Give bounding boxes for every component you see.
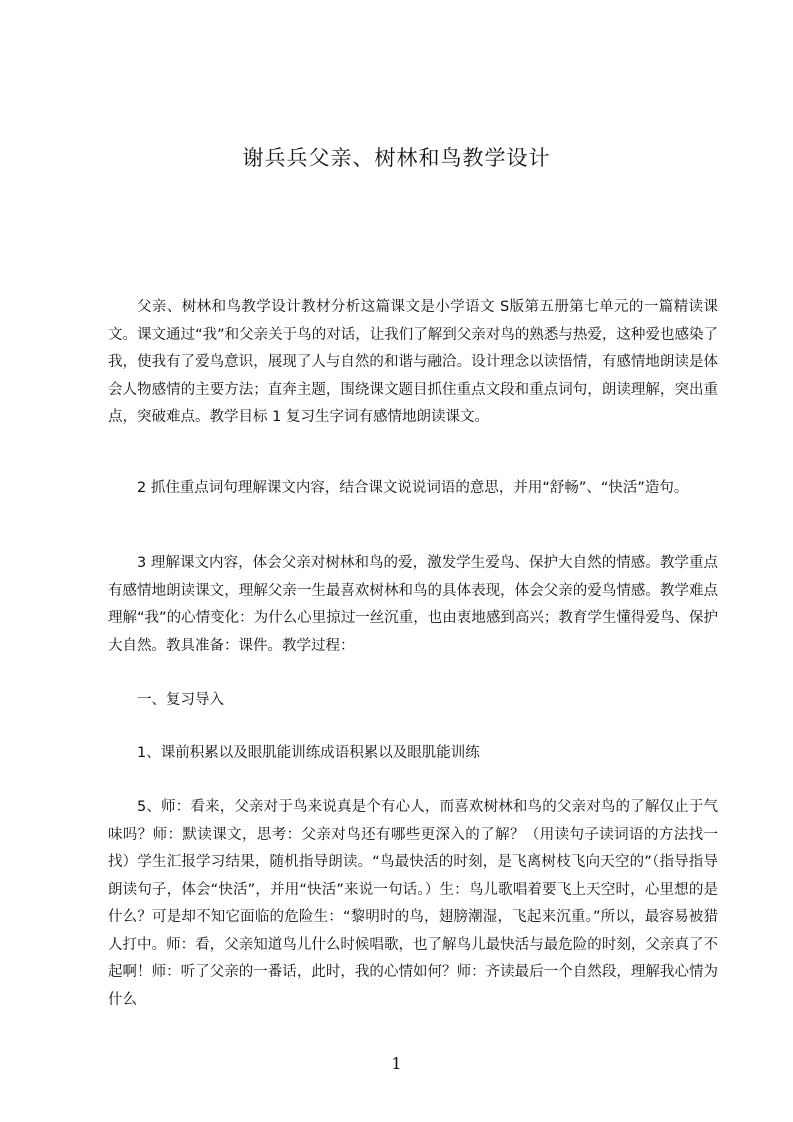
paragraph-goal-2: 2 抓住重点词句理解课文内容，结合课文说说词语的意思，并用“舒畅”、“快活”造句。 bbox=[137, 480, 689, 496]
page-number: 1 bbox=[391, 1054, 402, 1073]
paragraph-goal-3: 3 理解课文内容，体会父亲对树林和鸟的爱，激发学生爱鸟、保护大自然的情感。教学重点有感情地朗读课文，理解父亲一生最喜欢树林和鸟的具体表现，体会父亲的爱鸟情感。教学难点理解“我”的心情变化：为什么心里掠过一丝沉重，也由衷地感到高兴；教育学生懂得爱鸟、保护大自然。教具准备：课件。教学过程： bbox=[108, 555, 718, 654]
paragraph-step-5: 5、师：看来，父亲对于鸟来说真是个有心人，而喜欢树林和鸟的父亲对鸟的了解仅止于气味吗？师：默读课文，思考：父亲对鸟还有哪些更深入的了解？（用读句子读词语的方法找一找）学生汇报学习结果，随机指导朗读。“鸟最快活的时刻，是飞离树枝飞向天空的”（指导指导朗读句子，体会“快活”，并用“快活”来说一句话。）生：鸟儿歌唱着要飞上天空时，心里想的是什么？可是却不知它面临的危险生：“黎明时的鸟，翅膀潮湿，飞起来沉重。”所以，最容易被猎人打中。师：看，父亲知道鸟儿什么时候唱歌，也了解鸟儿最快活与最危险的时刻，父亲真了不起啊！师：听了父亲的一番话，此时，我的心情如何？师：齐读最后一个自然段，理解我心情为什么 bbox=[108, 799, 718, 1008]
paragraph-step-1: 1、课前积累以及眼肌能训练成语积累以及眼肌能训练 bbox=[137, 745, 480, 761]
page-title: 谢兵兵父亲、树林和鸟教学设计 bbox=[242, 146, 551, 170]
paragraph-analysis: 父亲、树林和鸟教学设计教材分析这篇课文是小学语文 S版第五册第七单元的一篇精读课文。课文通过“我”和父亲关于鸟的对话，让我们了解到父亲对鸟的熟悉与热爱，这种爱也感染了我，使我有了爱鸟意识，展现了人与自然的和谐与融洽。设计理念以读悟情，有感情地朗读是体会人物感情的主要方法；直奔主题，围绕课文题目抓住重点文段和重点词句，朗读理解，突出重点，突破难点。教学目标 1 复习生字词有感情地朗读课文。 bbox=[108, 299, 718, 425]
section-heading-review: 一、复习导入 bbox=[137, 692, 224, 708]
